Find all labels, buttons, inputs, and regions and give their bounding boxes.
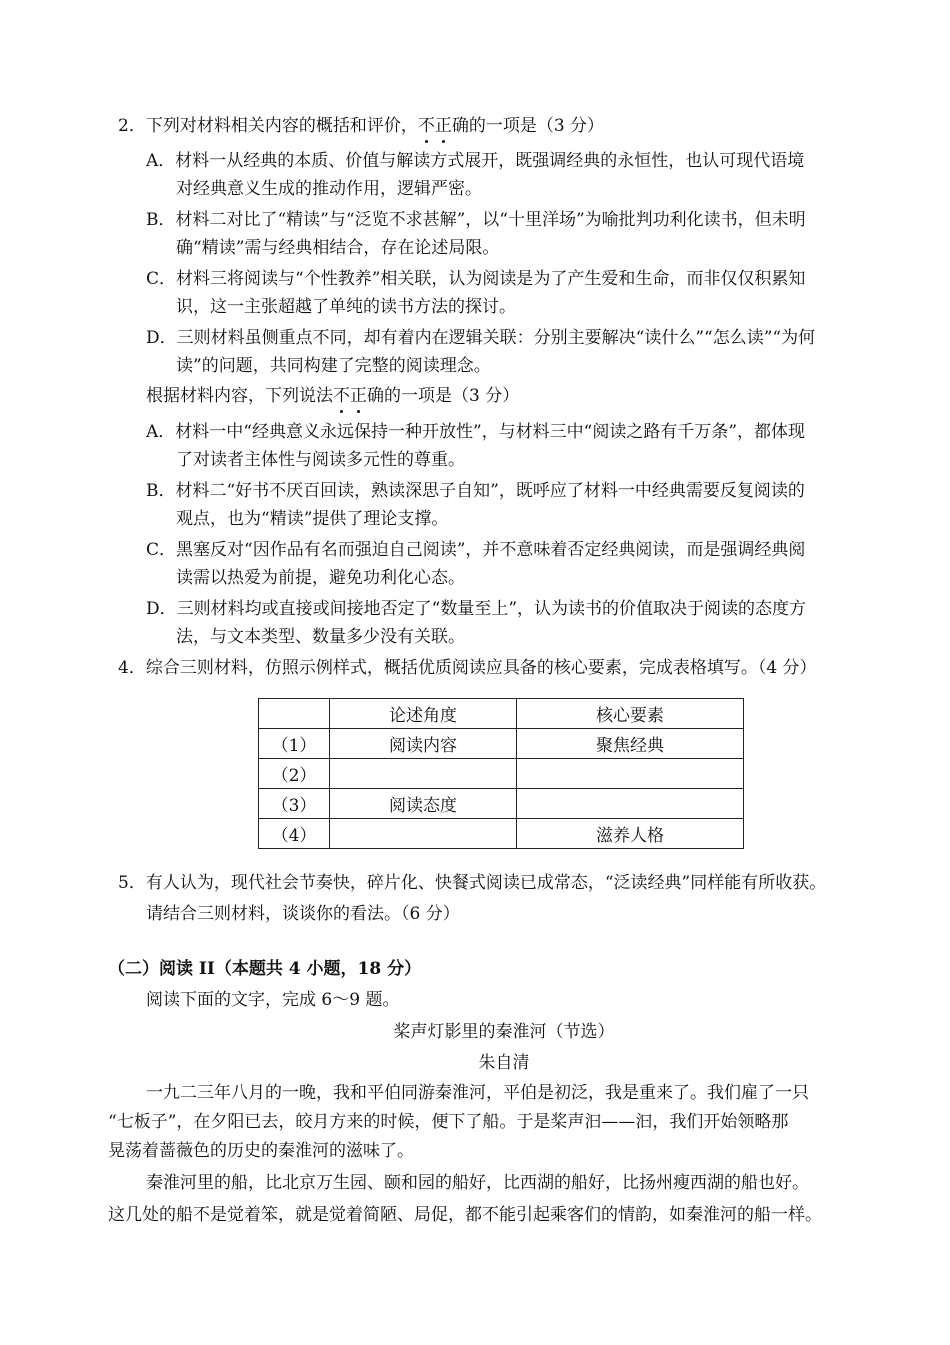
passage-para2-line1: 秦淮河里的船，比北京万生园、颐和园的船好，比西湖的船好，比扬州瘦西湖的船也好。 xyxy=(146,1173,809,1193)
table-cell-blank[interactable] xyxy=(517,759,744,789)
emphasis-dot-char: 不 xyxy=(333,386,350,406)
table-row xyxy=(259,789,744,819)
q2-option-d: D．三则材料虽侧重点不同，却有着内在逻辑关联：分别主要解决“读什么”“怎么读”“为何 xyxy=(146,328,816,348)
q3-stem-part2: 确的一项是（3 分） xyxy=(367,386,520,406)
q3-option-c: C．黑塞反对“因作品有名而强迫自己阅读”，并不意味着否定经典阅读，而是强调经典阅 xyxy=(146,540,806,560)
answer-table xyxy=(258,698,744,849)
q3-option-d-cont: 法，与文本类型、数量多少没有关联。 xyxy=(176,627,465,647)
q2-option-a: A．材料一从经典的本质、价值与解读方式展开，既强调经典的永恒性，也认可现代语境 xyxy=(146,151,805,171)
q3-option-d: D．三则材料均或直接或间接地否定了“数量至上”，认为读书的价值取决于阅读的态度方 xyxy=(146,599,807,619)
q2-stem-part2: 确的一项是（3 分） xyxy=(451,116,605,136)
table-cell: 聚焦经典 xyxy=(517,729,744,759)
q2-option-b-cont: 确“精读”需与经典相结合，存在论述局限。 xyxy=(176,238,500,258)
table-cell: 阅读态度 xyxy=(330,789,517,819)
passage-para1-line1: 一九二三年八月的一晚，我和平伯同游秦淮河，平伯是初泛，我是重来了。我们雇了一只 xyxy=(146,1083,809,1103)
table-cell: 滋养人格 xyxy=(517,819,744,849)
q2-option-c-cont: 识，这一主张超越了单纯的读书方法的探讨。 xyxy=(176,297,516,317)
table-cell: （3） xyxy=(259,789,330,819)
emphasis-dot-char: 正 xyxy=(350,386,367,406)
table-row xyxy=(259,759,744,789)
passage-title: 桨声灯影里的秦淮河（节选） xyxy=(393,1022,615,1042)
table-cell: （1） xyxy=(259,729,330,759)
passage-author: 朱自清 xyxy=(478,1053,530,1073)
table-cell: 阅读内容 xyxy=(330,729,517,759)
table-cell-blank[interactable] xyxy=(517,789,744,819)
passage-para2-line2: 这几处的船不是觉着笨，就是觉着简陋、局促，都不能引起乘客们的情韵，如秦淮河的船一样。 xyxy=(108,1205,822,1225)
q4-stem: 4．综合三则材料，仿照示例样式，概括优质阅读应具备的核心要素，完成表格填写。（4 分） xyxy=(118,658,817,678)
table-cell-blank[interactable] xyxy=(330,819,517,849)
section-instruction: 阅读下面的文字，完成 6～9 题。 xyxy=(146,990,400,1010)
table-header-cell: 核心要素 xyxy=(517,699,744,729)
q3-stem xyxy=(146,385,519,407)
q5-stem-cont: 请结合三则材料，谈谈你的看法。（6 分） xyxy=(146,904,460,924)
emphasis-dot-char: 不 xyxy=(417,116,435,136)
q2-option-d-cont: 读”的问题，共同构建了完整的阅读理念。 xyxy=(176,356,491,376)
table-header-cell: 论述角度 xyxy=(330,699,517,729)
q2-option-c: C．材料三将阅读与“个性教养”相关联，认为阅读是为了产生爱和生命，而非仅仅积累知 xyxy=(146,269,806,289)
q3-option-b-cont: 观点，也为“精读”提供了理论支撑。 xyxy=(176,509,449,529)
table-row xyxy=(259,819,744,849)
q5-stem: 5．有人认为，现代社会节奏快，碎片化、快餐式阅读已成常态，“泛读经典”同样能有所收获。 xyxy=(118,873,827,893)
table-header-cell xyxy=(259,699,330,729)
q2-option-a-cont: 对经典意义生成的推动作用，逻辑严密。 xyxy=(176,179,482,199)
q3-stem-part1: 根据材料内容，下列说法 xyxy=(146,386,333,406)
table-cell: （4） xyxy=(259,819,330,849)
passage-para1-line2: “七板子”，在夕阳已去，皎月方来的时候，便下了船。于是桨声汩——汩，我们开始领略那 xyxy=(108,1112,789,1132)
table-cell: （2） xyxy=(259,759,330,789)
q3-option-b: B．材料二“好书不厌百回读，熟读深思子自知”，既呼应了材料一中经典需要反复阅读的 xyxy=(146,481,805,501)
q2-stem xyxy=(118,115,604,137)
q2-stem-part1: 2．下列对材料相关内容的概括和评价， xyxy=(118,116,418,136)
table-row xyxy=(259,729,744,759)
section-heading: （二）阅读 II（本题共 4 小题，18 分） xyxy=(108,959,422,979)
q3-option-c-cont: 读需以热爱为前提，避免功利化心态。 xyxy=(176,568,465,588)
passage-para1-line3: 晃荡着蔷薇色的历史的秦淮河的滋味了。 xyxy=(108,1141,414,1161)
table-cell-blank[interactable] xyxy=(330,759,517,789)
q2-option-b: B．材料二对比了“精读”与“泛览不求甚解”，以“十里洋场”为喻批判功利化读书，但未明 xyxy=(146,210,806,230)
emphasis-dot-char: 正 xyxy=(434,116,452,136)
q3-option-a: A．材料一中“经典意义永远保持一种开放性”，与材料三中“阅读之路有千万条”，都体现 xyxy=(146,422,806,442)
table-header-row xyxy=(259,699,744,729)
q3-option-a-cont: 了对读者主体性与阅读多元性的尊重。 xyxy=(176,450,465,470)
